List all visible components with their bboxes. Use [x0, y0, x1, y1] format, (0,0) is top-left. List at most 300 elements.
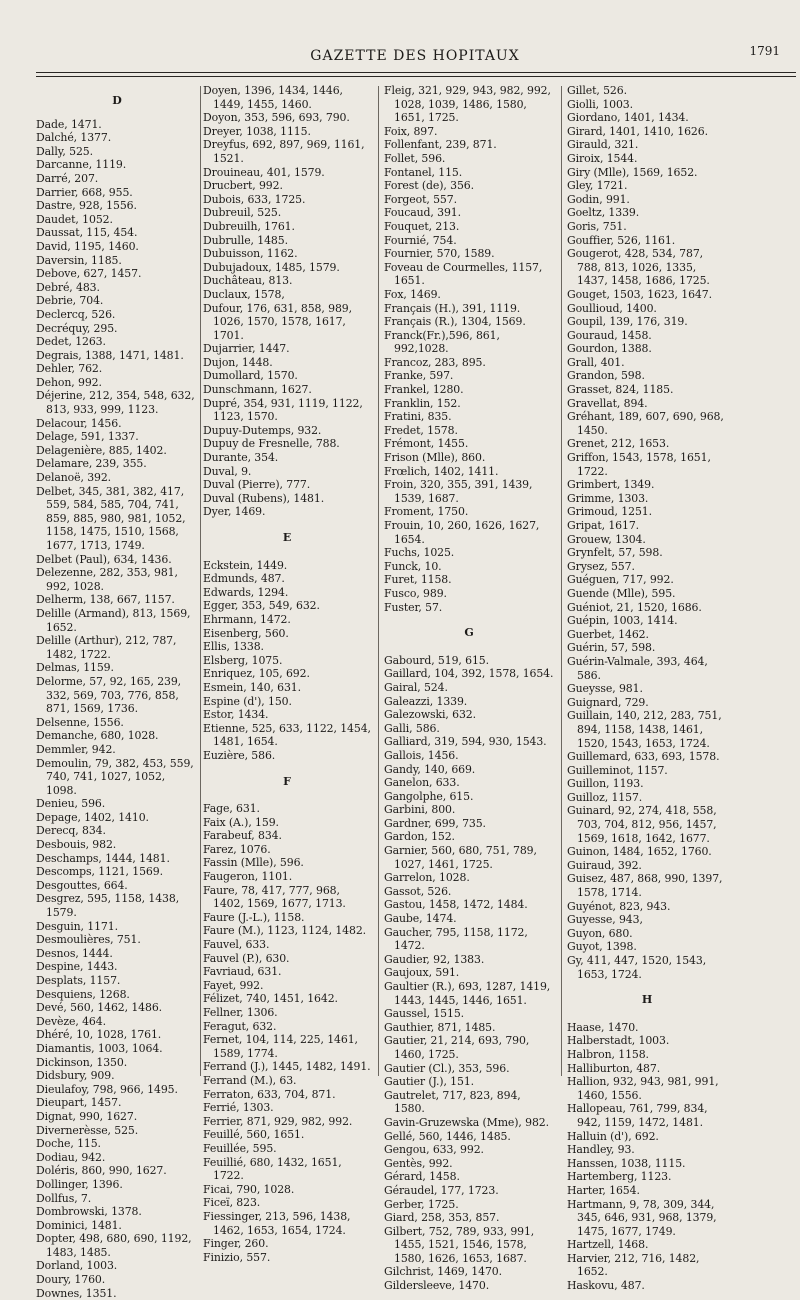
index-entry: Guinon, 1484, 1652, 1760. [567, 845, 712, 859]
index-entry: Duval, 9. [203, 464, 252, 478]
index-entry: Favriaud, 631. [203, 965, 282, 979]
index-entry: Francoz, 283, 895. [384, 355, 486, 369]
index-columns [0, 84, 800, 1300]
index-entry: Guende (Mlle), 595. [567, 586, 676, 600]
index-entry: Hanssen, 1038, 1115. [567, 1156, 686, 1170]
index-entry: Esmein, 140, 631. [203, 680, 301, 694]
index-entry: Gallois, 1456. [384, 748, 459, 762]
index-entry: Franklin, 152. [384, 396, 461, 410]
index-entry: Gautier (J.), 151. [384, 1075, 475, 1089]
index-entry: Géraudel, 177, 1723. [384, 1183, 499, 1197]
index-entry: Girauld, 321. [567, 138, 639, 152]
index-entry: Forest (de), 356. [384, 179, 474, 193]
index-entry: Daversin, 1185. [36, 253, 122, 267]
index-entry: Funck, 10. [384, 559, 442, 573]
index-entry: Desplats, 1157. [36, 974, 121, 987]
index-entry: Debrie, 704. [36, 294, 104, 308]
index-entry: Gaillard, 104, 392, 1578, 1654. [384, 667, 554, 681]
index-entry: Gaudier, 92, 1383. [384, 952, 485, 966]
index-entry: Diamantis, 1003, 1064. [36, 1041, 163, 1055]
index-entry: Gilbert, 752, 789, 933, 991, 1455, 1521, 1546, 1578, 1580, 1626, 1653, 1687. [384, 1224, 535, 1265]
index-entry: Doyon, 353, 596, 693, 790. [203, 111, 350, 125]
index-entry: Guillain, 140, 212, 283, 751, 894, 1158, 1438, 1461, 1520, 1543, 1653, 1724. [567, 709, 722, 750]
index-entry: Dollinger, 1396. [36, 1177, 123, 1191]
index-entry: Duchâteau, 813. [203, 274, 293, 288]
index-entry: Gouget, 1503, 1623, 1647. [567, 287, 712, 301]
index-entry: Degrais, 1388, 1471, 1481. [36, 348, 184, 362]
index-column-1 [36, 84, 198, 1300]
index-entry: Hartemberg, 1123. [567, 1170, 672, 1184]
index-entry: Gaube, 1474. [384, 912, 457, 926]
index-entry: Fauvel (P.), 630. [203, 951, 290, 965]
index-entry: Gérard, 1458. [384, 1170, 460, 1184]
index-entry: Dickinson, 1350. [36, 1055, 128, 1069]
index-entry: Guillon, 1193. [567, 777, 644, 791]
index-entry: Hartzell, 1468. [567, 1238, 649, 1252]
index-entry: Hallopeau, 761, 799, 834, 942, 1159, 1472, 1481. [567, 1102, 708, 1129]
index-entry: Fusco, 989. [384, 586, 447, 600]
index-entry: Gripat, 1617. [567, 519, 640, 532]
index-entry: Dubreuilh, 1761. [203, 219, 295, 233]
index-entry: Godin, 991. [567, 192, 630, 206]
index-entry: Farabeuf, 834. [203, 829, 282, 843]
index-entry: Fournié, 754. [384, 233, 457, 247]
index-entry: Halluin (d'), 692. [567, 1129, 659, 1143]
index-column-2 [203, 84, 371, 1264]
index-entry: Gildersleeve, 1470. [384, 1279, 490, 1293]
index-entry: Drucbert, 992. [203, 179, 283, 193]
index-entry: Dodiau, 942. [36, 1150, 106, 1164]
index-entry: Euzière, 586. [203, 748, 276, 762]
index-entry: Decréquy, 295. [36, 321, 118, 335]
index-entry: Français (R.), 1304, 1569. [384, 315, 526, 329]
section-letter: G [464, 626, 474, 640]
index-entry: Estor, 1434. [203, 708, 269, 722]
index-entry: Gabourd, 519, 615. [384, 653, 489, 667]
index-entry: Guépin, 1003, 1414. [567, 614, 678, 628]
index-entry: Darcanne, 1119. [36, 158, 127, 172]
index-entry: Guiraud, 392. [567, 858, 642, 872]
index-entry: Fouquet, 213. [384, 219, 460, 233]
page-number: 1791 [749, 44, 780, 58]
index-entry: Dumollard, 1570. [203, 369, 298, 383]
index-entry: Fellner, 1306. [203, 1006, 278, 1019]
index-entry: Giroix, 1544. [567, 151, 638, 165]
index-entry: Fratini, 835. [384, 410, 452, 424]
index-entry: Gerber, 1725. [384, 1197, 459, 1211]
index-entry: Devé, 560, 1462, 1486. [36, 1001, 163, 1015]
index-entry: Galezowski, 632. [384, 708, 476, 722]
index-entry: Grimbert, 1349. [567, 478, 655, 492]
index-entry: Guisez, 487, 868, 990, 1397, 1578, 1714. [567, 872, 723, 900]
index-entry: Follet, 596. [384, 151, 446, 165]
index-entry: Ferraton, 633, 704, 871. [203, 1087, 336, 1101]
index-entry: Grall, 401. [567, 355, 625, 369]
index-entry: Debré, 483. [36, 280, 100, 294]
index-entry: Dufour, 176, 631, 858, 989, 1026, 1570, 1578, 1617, 1701. [203, 301, 352, 342]
index-entry: Fernet, 104, 114, 225, 1461, 1589, 1774. [203, 1033, 358, 1060]
index-entry: Garbini, 800. [384, 803, 456, 817]
index-entry: Doyen, 1396, 1434, 1446, 1449, 1455, 1460. [203, 84, 343, 111]
index-entry: Delanoë, 392. [36, 471, 112, 485]
index-entry: Guyesse, 943, [567, 913, 643, 927]
index-entry: Grynfelt, 57, 598. [567, 546, 663, 560]
index-entry: Fontanel, 115. [384, 165, 463, 179]
section-letter: E [282, 531, 292, 544]
index-entry: Griffon, 1543, 1578, 1651, 1722. [567, 451, 711, 478]
index-entry: Ferrié, 1303. [203, 1101, 274, 1115]
index-entry: Descomps, 1121, 1569. [36, 865, 163, 879]
index-entry: Hallion, 932, 943, 981, 991, 1460, 1556. [567, 1075, 719, 1102]
index-entry: Ferrier, 871, 929, 982, 992. [203, 1114, 353, 1128]
index-entry: Espine (d'), 150. [203, 694, 292, 708]
index-entry: Foix, 897. [384, 124, 438, 138]
index-entry: Fox, 1469. [384, 287, 441, 301]
index-entry: Duclaux, 1578, [203, 287, 285, 301]
index-entry: Hartmann, 9, 78, 309, 344, 345, 646, 931, 968, 1379, 1475, 1677, 1749. [567, 1197, 717, 1238]
index-entry: Gaucher, 795, 1158, 1172, 1472. [384, 925, 528, 953]
index-entry: Gaussel, 1515. [384, 1007, 465, 1021]
index-entry: Edmunds, 487. [203, 572, 285, 586]
index-entry: Dalché, 1377. [36, 131, 112, 145]
index-entry: Delamare, 239, 355. [36, 457, 147, 471]
index-entry: Delorme, 57, 92, 165, 239, 332, 569, 703, 776, 858, 871, 1569, 1736. [36, 674, 182, 716]
index-entry: Feragut, 632. [203, 1019, 277, 1033]
index-entry: Dastre, 928, 1556. [36, 199, 137, 213]
index-entry: Garnier, 560, 680, 751, 789, 1027, 1461, 1725. [384, 844, 537, 871]
index-entry: Guyot, 1398. [567, 940, 637, 954]
index-entry: Fleig, 321, 929, 943, 982, 992, 1028, 1039, 1486, 1580, 1651, 1725. [384, 84, 551, 125]
index-entry: Froin, 320, 355, 391, 1439, 1539, 1687. [384, 478, 533, 505]
index-entry: Desquiens, 1268. [36, 987, 130, 1001]
index-entry: Gréhant, 189, 607, 690, 968, 1450. [567, 410, 724, 437]
index-entry: Goupil, 139, 176, 319. [567, 315, 688, 329]
index-entry: Duval (Pierre), 777. [203, 478, 311, 492]
index-entry: Ehrmann, 1472. [203, 612, 291, 626]
index-entry: Fredet, 1578. [384, 423, 458, 437]
index-entry: Gardon, 152. [384, 830, 455, 844]
page-title: GAZETTE DES HOPITAUX [310, 48, 520, 64]
index-entry: Ferrand (J.), 1445, 1482, 1491. [203, 1060, 371, 1074]
index-entry: Fayet, 992. [203, 978, 264, 992]
index-entry: Dyer, 1469. [203, 505, 266, 519]
index-entry: Frison (Mlle), 860. [384, 451, 486, 465]
index-entry: Frœlich, 1402, 1411. [384, 464, 499, 478]
index-entry: Dujarrier, 1447. [203, 342, 290, 356]
index-entry: Franck(Fr.),596, 861, 992,1028. [384, 328, 500, 356]
index-entry: Dieulafoy, 798, 966, 1495. [36, 1082, 178, 1096]
index-entry: Dopter, 498, 680, 690, 1192, 1483, 1485. [36, 1232, 192, 1259]
index-entry: Guyon, 680. [567, 926, 633, 940]
index-entry: Gautrelet, 717, 823, 894, 1580. [384, 1088, 521, 1116]
column-divider [378, 86, 379, 1076]
index-entry: Gougerot, 428, 534, 787, 788, 813, 1026, 1335, 1437, 1458, 1686, 1725. [567, 247, 710, 288]
index-entry: Grimme, 1303. [567, 491, 649, 505]
index-entry: Giolli, 1003. [567, 97, 633, 111]
index-entry: Dreyfus, 692, 897, 969, 1161, 1521. [203, 138, 365, 165]
index-entry: Gandy, 140, 669. [384, 762, 476, 776]
index-entry: Elsberg, 1075. [203, 653, 283, 667]
index-entry: Goris, 751. [567, 219, 627, 233]
index-entry: Debove, 627, 1457. [36, 267, 142, 281]
index-entry: Guilloz, 1157. [567, 790, 643, 804]
index-entry: Grysez, 557. [567, 559, 635, 573]
index-entry: Guérin-Valmale, 393, 464, 586. [567, 654, 708, 682]
index-entry: Demoulin, 79, 382, 453, 559, 740, 741, 1027, 1052, 1098. [36, 756, 194, 797]
index-entry: Faugeron, 1101. [203, 870, 293, 884]
index-entry: Farez, 1076. [203, 842, 271, 856]
index-entry: Dubuisson, 1162. [203, 247, 298, 261]
index-entry: Goullioud, 1400. [567, 301, 657, 315]
index-entry: Depage, 1402, 1410. [36, 810, 149, 824]
index-entry: Félizet, 740, 1451, 1642. [203, 992, 338, 1006]
index-entry: Fauvel, 633. [203, 938, 270, 952]
index-entry: Giard, 258, 353, 857. [384, 1211, 500, 1225]
index-entry: Didsbury, 909. [36, 1069, 115, 1083]
index-entry: Gilchrist, 1469, 1470. [384, 1265, 502, 1279]
index-entry: Galliard, 319, 594, 930, 1543. [384, 735, 547, 749]
index-entry: Goeltz, 1339. [567, 206, 640, 220]
index-entry: Ellis, 1338. [203, 640, 264, 654]
index-entry: Dehler, 762. [36, 362, 103, 376]
index-entry: Ficeï, 823. [203, 1196, 261, 1210]
index-entry: Dujon, 1448. [203, 355, 273, 369]
index-entry: Guillemard, 633, 693, 1578. [567, 750, 720, 764]
index-entry: Guéguen, 717, 992. [567, 573, 674, 587]
index-entry: Galli, 586. [384, 721, 440, 735]
index-entry: Handley, 93. [567, 1143, 635, 1157]
index-entry: Desgrez, 595, 1158, 1438, 1579. [36, 892, 180, 920]
index-entry: Delille (Arthur), 212, 787, 1482, 1722. [36, 634, 177, 661]
index-entry: Ferrand (M.), 63. [203, 1073, 297, 1087]
index-entry: Dollfus, 7. [36, 1191, 92, 1205]
index-entry: Furet, 1158. [384, 573, 452, 587]
index-entry: Dorland, 1003. [36, 1259, 118, 1273]
index-entry: Ficai, 790, 1028. [203, 1182, 295, 1196]
index-entry: Delagenière, 885, 1402. [36, 443, 167, 457]
index-entry: Deschamps, 1444, 1481. [36, 851, 170, 865]
index-entry: Guerbet, 1462. [567, 627, 649, 641]
index-entry: Delille (Armand), 813, 1569, 1652. [36, 606, 191, 634]
index-entry: Français (H.), 391, 1119. [384, 301, 521, 315]
index-entry: Gouraud, 1458. [567, 328, 652, 342]
index-entry: Froment, 1750. [384, 505, 469, 519]
index-entry: Fiessinger, 213, 596, 1438, 1462, 1653, 1654, 1724. [203, 1209, 351, 1237]
index-entry: Galeazzi, 1339. [384, 694, 468, 708]
index-entry: Faix (A.), 159. [203, 815, 279, 829]
index-entry: Dubujadoux, 1485, 1579. [203, 260, 340, 274]
index-entry: Desnos, 1444. [36, 946, 113, 960]
index-entry: Gairal, 524. [384, 680, 448, 694]
index-entry: Gardner, 699, 735. [384, 816, 486, 830]
index-entry: Delherm, 138, 667, 1157. [36, 593, 175, 607]
index-entry: Garrelon, 1028. [384, 871, 470, 885]
index-entry: Gellé, 560, 1446, 1485. [384, 1129, 511, 1143]
index-entry: Duval (Rubens), 1481. [203, 491, 325, 505]
index-entry: Durante, 354. [203, 451, 279, 465]
index-entry: Dignat, 990, 1627. [36, 1109, 138, 1123]
index-entry: Gourdon, 1388. [567, 342, 652, 356]
index-entry: Dubreuil, 525. [203, 206, 282, 220]
index-entry: Frémont, 1455. [384, 437, 469, 451]
index-entry: Gy, 411, 447, 1520, 1543, 1653, 1724. [567, 954, 707, 981]
index-entry: Harvier, 212, 716, 1482, 1652. [567, 1251, 700, 1279]
index-entry: Forgeot, 557. [384, 192, 457, 206]
index-entry: Gautier (Cl.), 353, 596. [384, 1061, 510, 1075]
section-letter: F [283, 774, 291, 788]
index-entry: Eisenberg, 560. [203, 626, 289, 640]
index-entry: Gengou, 633, 992. [384, 1143, 484, 1157]
index-column-3 [384, 84, 554, 1293]
index-entry: Dally, 525. [36, 144, 93, 158]
index-entry: Denieu, 596. [36, 797, 106, 811]
header-rule-bottom [36, 76, 796, 77]
index-entry: Dhéré, 10, 1028, 1761. [36, 1028, 162, 1042]
index-entry: Ganelon, 633. [384, 776, 460, 790]
index-entry: Gastou, 1458, 1472, 1484. [384, 898, 528, 912]
index-entry: Faure (M.), 1123, 1124, 1482. [203, 924, 367, 938]
index-entry: Fage, 631. [203, 802, 260, 816]
index-entry: Demanche, 680, 1028. [36, 729, 159, 743]
index-entry: Faure, 78, 417, 777, 968, 1402, 1569, 1677, 1713. [203, 883, 346, 911]
index-entry: Gouffier, 526, 1161. [567, 233, 676, 247]
index-entry: Gassot, 526. [384, 884, 452, 898]
index-entry: Doléris, 860, 990, 1627. [36, 1164, 167, 1178]
index-entry: Drouineau, 401, 1579. [203, 165, 325, 179]
index-entry: Fournier, 570, 1589. [384, 247, 495, 261]
index-entry: Grasset, 824, 1185. [567, 383, 674, 397]
index-entry: Devèze, 464. [36, 1014, 106, 1028]
index-entry: Giordano, 1401, 1434. [567, 111, 689, 125]
index-entry: Darrier, 668, 955. [36, 185, 133, 199]
index-entry: Delacour, 1456. [36, 416, 122, 430]
page-header [30, 0, 800, 80]
index-entry: Dreyer, 1038, 1115. [203, 124, 311, 138]
index-entry: Delage, 591, 1337. [36, 430, 139, 444]
index-entry: Enriquez, 105, 692. [203, 667, 310, 681]
index-column-4 [567, 84, 727, 1293]
index-entry: Fuchs, 1025. [384, 546, 455, 560]
column-divider [200, 86, 201, 1076]
index-entry: Dupuy de Fresnelle, 788. [203, 437, 340, 451]
index-entry: Gueysse, 981. [567, 682, 643, 696]
index-entry: Frouin, 10, 260, 1626, 1627, 1654. [384, 519, 540, 546]
index-entry: Eckstein, 1449. [203, 558, 288, 572]
index-entry: Gley, 1721. [567, 179, 628, 193]
index-entry: Gavin-Gruzewska (Mme), 982. [384, 1115, 549, 1129]
index-entry: Haase, 1470. [567, 1020, 639, 1034]
index-entry: Harter, 1654. [567, 1183, 640, 1197]
index-entry: Gautier, 21, 214, 693, 790, 1460, 1725. [384, 1034, 530, 1061]
index-entry: Halbron, 1158. [567, 1047, 649, 1061]
index-entry: Guilleminot, 1157. [567, 763, 668, 777]
index-entry: Divernerèsse, 525. [36, 1123, 139, 1137]
index-entry: Dubois, 633, 1725. [203, 192, 306, 206]
index-entry: Guérin, 57, 598. [567, 641, 656, 655]
index-entry: Franke, 597. [384, 369, 454, 383]
index-entry: Gauthier, 871, 1485. [384, 1020, 496, 1034]
index-entry: Gaultier (R.), 693, 1287, 1419, 1443, 1445, 1446, 1651. [384, 980, 551, 1007]
index-entry: Egger, 353, 549, 632. [203, 599, 320, 613]
index-entry: Delbet, 345, 381, 382, 417, 559, 584, 585, 704, 741, 859, 885, 980, 981, 1052, 1158, 1475, 1510, 1568, 1677, 1713, 1749. [36, 484, 186, 552]
index-entry: Faure (J.-L.), 1158. [203, 910, 305, 924]
index-entry: Gillet, 526. [567, 84, 627, 97]
index-entry: Downes, 1351. [36, 1286, 117, 1300]
index-entry: Doche, 115. [36, 1137, 101, 1151]
index-entry: Dubrulle, 1485. [203, 233, 288, 247]
index-entry: Despine, 1443. [36, 960, 118, 974]
index-entry: Foveau de Courmelles, 1157, 1651. [384, 260, 543, 288]
index-entry: Dade, 1471. [36, 117, 102, 131]
index-entry: Frankel, 1280. [384, 383, 464, 397]
index-entry: Darré, 207. [36, 171, 99, 185]
index-entry: Feuillée, 595. [203, 1141, 277, 1155]
index-entry: Desbouis, 982. [36, 838, 117, 852]
index-entry: Delsenne, 1556. [36, 715, 124, 729]
index-entry: Derecq, 834. [36, 824, 106, 838]
section-letter: H [641, 993, 653, 1007]
index-entry: Guinard, 92, 274, 418, 558, 703, 704, 812, 956, 1457, 1569, 1618, 1642, 1677. [567, 804, 717, 845]
index-entry: Grimoud, 1251. [567, 505, 652, 519]
index-entry: Daudet, 1052. [36, 212, 113, 226]
index-entry: Desguin, 1171. [36, 919, 118, 933]
index-entry: Guyénot, 823, 943. [567, 899, 671, 913]
index-entry: Dominici, 1481. [36, 1218, 122, 1232]
index-entry: Gaujoux, 591. [384, 966, 460, 980]
index-entry: Delmas, 1159. [36, 661, 114, 675]
index-entry: Guéniot, 21, 1520, 1686. [567, 600, 702, 614]
index-entry: Giry (Mlle), 1569, 1652. [567, 165, 698, 179]
index-entry: Gentès, 992. [384, 1156, 453, 1170]
index-entry: Guignard, 729. [567, 695, 649, 709]
index-entry: Dieupart, 1457. [36, 1096, 122, 1110]
index-entry: Finger, 260. [203, 1237, 269, 1251]
index-entry: Declercq, 526. [36, 307, 116, 321]
index-entry: Daussat, 115, 454. [36, 226, 138, 240]
index-entry: Fassin (Mlle), 596. [203, 856, 304, 870]
index-entry: Dombrowski, 1378. [36, 1205, 142, 1219]
index-entry: Feuillié, 680, 1432, 1651, 1722. [203, 1155, 342, 1183]
index-entry: Gravellat, 894. [567, 396, 648, 410]
index-entry: David, 1195, 1460. [36, 239, 139, 253]
index-entry: Halberstadt, 1003. [567, 1034, 670, 1048]
index-entry: Dupuy-Dutemps, 932. [203, 423, 322, 437]
index-entry: Doury, 1760. [36, 1273, 106, 1287]
index-entry: Etienne, 525, 633, 1122, 1454, 1481, 1654. [203, 721, 371, 749]
index-entry: Dedet, 1263. [36, 335, 106, 349]
index-entry: Dunschmann, 1627. [203, 383, 312, 397]
index-entry: Haskovu, 487. [567, 1279, 645, 1293]
index-entry: Demmler, 942. [36, 742, 116, 756]
index-entry: Foucaud, 391. [384, 206, 461, 220]
index-entry: Follenfant, 239, 871. [384, 138, 497, 152]
index-entry: Dupré, 354, 931, 1119, 1122, 1123, 1570. [203, 396, 363, 424]
index-entry: Halliburton, 487. [567, 1061, 661, 1075]
index-entry: Gangolphe, 615. [384, 789, 474, 803]
index-entry: Feuillé, 560, 1651. [203, 1128, 305, 1142]
index-entry: Finizio, 557. [203, 1250, 271, 1264]
index-entry: Fuster, 57. [384, 600, 443, 614]
index-entry: Delezenne, 282, 353, 981, 992, 1028. [36, 566, 178, 593]
index-entry: Desgouttes, 664. [36, 878, 128, 892]
index-entry: Desmoulières, 751. [36, 933, 141, 947]
index-entry: Dehon, 992. [36, 375, 102, 389]
index-entry: Delbet (Paul), 634, 1436. [36, 552, 172, 566]
index-entry: Girard, 1401, 1410, 1626. [567, 124, 708, 138]
index-entry: Grandon, 598. [567, 369, 645, 383]
index-entry: Edwards, 1294. [203, 585, 289, 599]
index-entry: Grouew, 1304. [567, 532, 646, 546]
